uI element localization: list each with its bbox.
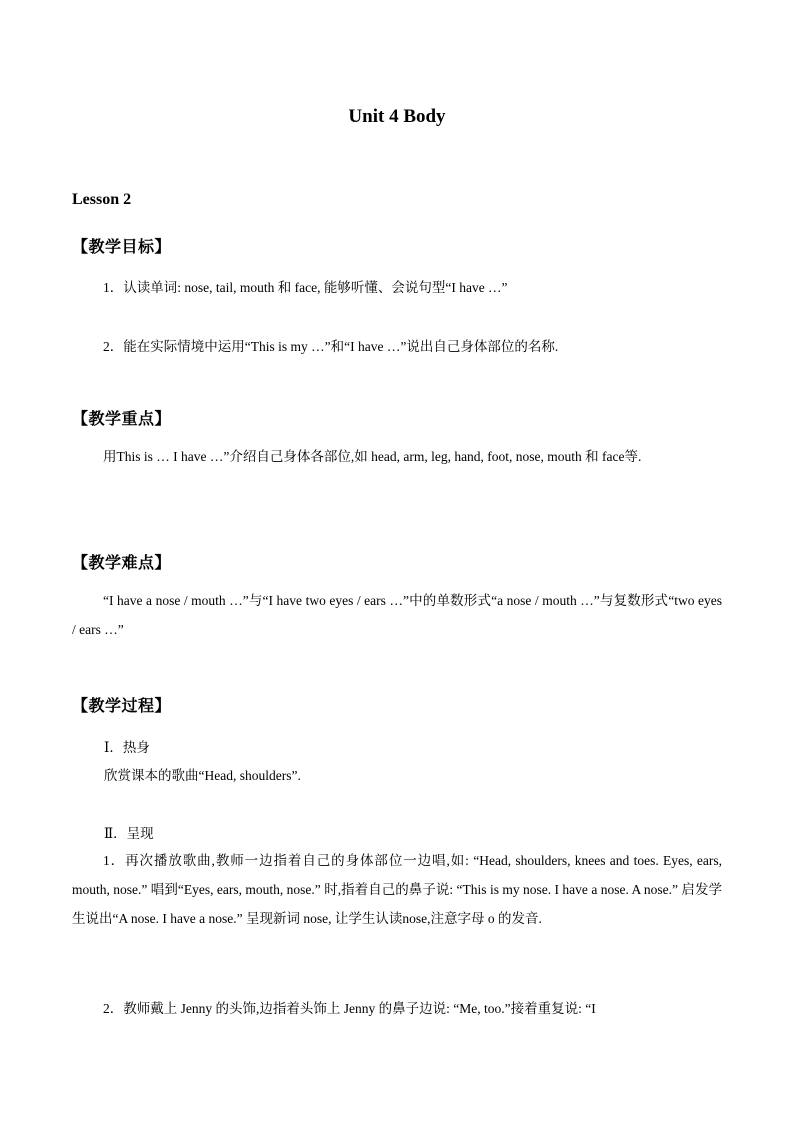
key-points-text: 用This is … I have …”介绍自己身体各部位,如 head, arm, leg, hand, foot, nose, mouth 和 face等. [103, 449, 642, 464]
document-title: Unit 4 Body [348, 106, 446, 127]
step-2-paragraph-1: 1．再次播放歌曲,教师一边指着自己的身体部位一边唱,如: “Head, shoulders, knees and toes. Eyes, ears, mouth, nose.” 唱到“Eyes, ears, mouth, nose.” 时,指着自己的鼻子说: “This is my nose. I have a nose. A nose.” 启发学生说出“A nose. I have a nose.” 呈现新词 nose, 让学生认读nose,注意字母 o 的发音. [72, 853, 722, 926]
goal-item-1: 1．认读单词: nose, tail, mouth 和 face, 能够听懂、会说句型“I have …” [103, 280, 508, 295]
step-1-title: Ⅰ．热身 [104, 740, 150, 755]
lesson-label: Lesson 2 [72, 191, 132, 208]
key-points-heading: 【教学重点】 [72, 411, 172, 428]
difficulties-heading: 【教学难点】 [72, 555, 172, 572]
step-2-paragraph-2: 2．教师戴上 Jenny 的头饰,边指着头饰上 Jenny 的鼻子边说: “Me, too.”接着重复说: “I [103, 1001, 596, 1016]
step-1-text: 欣赏课本的歌曲“Head, shoulders”. [104, 768, 301, 783]
process-heading: 【教学过程】 [72, 698, 172, 715]
difficulties-text: “I have a nose / mouth …”与“I have two eyes / ears …”中的单数形式“a nose / mouth …”与复数形式“two eyes / ears …” [72, 593, 722, 637]
goals-heading: 【教学目标】 [72, 239, 172, 256]
step-2-title: Ⅱ．呈现 [104, 826, 154, 841]
goal-item-2: 2．能在实际情境中运用“This is my …”和“I have …”说出自己身体部位的名称. [103, 339, 559, 354]
